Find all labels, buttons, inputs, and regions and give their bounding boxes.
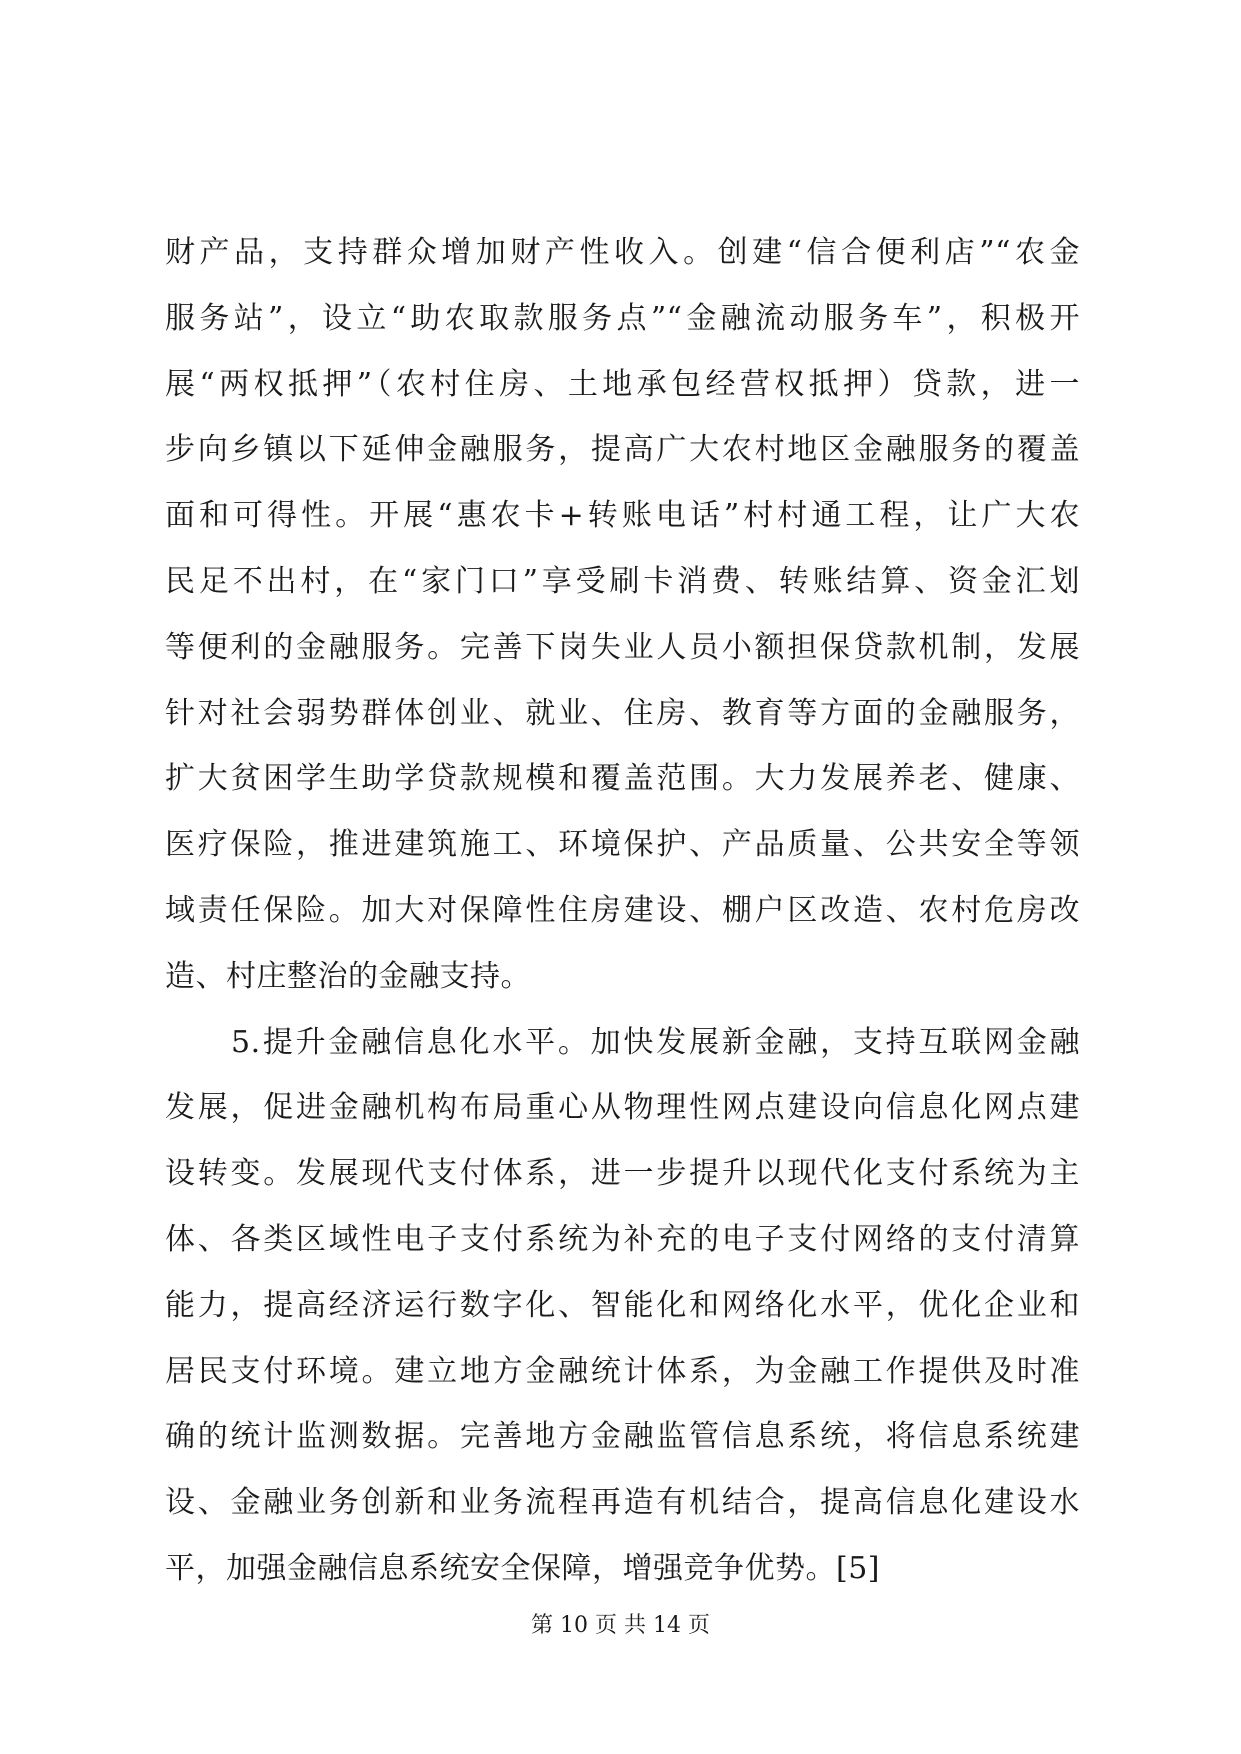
text-line xyxy=(165,300,1080,366)
text-line xyxy=(165,629,1080,695)
line-text: 扩大贫困学生助学贷款规模和覆盖范围。大力发展养老、健康、 xyxy=(165,761,1080,797)
text-line xyxy=(165,958,1080,1024)
text-line xyxy=(165,1024,1080,1090)
text-line xyxy=(165,1287,1080,1353)
body-text xyxy=(165,234,1080,1616)
line-text: 体、各类区域性电子支付系统为补充的电子支付网络的支付清算 xyxy=(165,1221,1080,1257)
line-text: 步向乡镇以下延伸金融服务，提高广大农村地区金融服务的覆盖 xyxy=(165,432,1080,468)
text-line xyxy=(165,1089,1080,1155)
text-line xyxy=(165,1484,1080,1550)
line-text: 财产品，支持群众增加财产性收入。创建“信合便利店”“农金 xyxy=(165,235,1080,270)
page-number-footer: 第 10 页 共 14 页 xyxy=(531,1613,710,1638)
text-line xyxy=(165,826,1080,892)
line-text: 平，加强金融信息系统安全保障，增强竞争优势。[5] xyxy=(165,1550,880,1586)
text-line xyxy=(165,234,1080,300)
line-text: 服务站”，设立“助农取款服务点”“金融流动服务车”，积极开 xyxy=(165,300,1080,336)
text-line xyxy=(165,1418,1080,1484)
line-text: 医疗保险，推进建筑施工、环境保护、产品质量、公共安全等领 xyxy=(165,827,1080,863)
text-line xyxy=(165,497,1080,563)
line-text: 针对社会弱势群体创业、就业、住房、教育等方面的金融服务， xyxy=(165,695,1080,731)
line-text: 民足不出村，在“家门口”享受刷卡消费、转账结算、资金汇划 xyxy=(165,563,1080,599)
text-line xyxy=(165,892,1080,958)
text-line xyxy=(165,1221,1080,1287)
line-text: 确的统计监测数据。完善地方金融监管信息系统，将信息系统建 xyxy=(165,1419,1080,1455)
line-text: 域责任保险。加大对保障性住房建设、棚户区改造、农村危房改 xyxy=(165,892,1080,928)
line-text: 造、村庄整治的金融支持。 xyxy=(165,958,531,994)
line-text: 等便利的金融服务。完善下岗失业人员小额担保贷款机制，发展 xyxy=(165,629,1080,665)
line-text: 设、金融业务创新和业务流程再造有机结合，提高信息化建设水 xyxy=(165,1485,1080,1521)
line-text: 5.提升金融信息化水平。加快发展新金融，支持互联网金融 xyxy=(231,1024,1080,1060)
line-text: 展“两权抵押”（农村住房、土地承包经营权抵押）贷款，进一 xyxy=(165,366,1080,402)
text-line xyxy=(165,1155,1080,1221)
line-text: 发展，促进金融机构布局重心从物理性网点建设向信息化网点建 xyxy=(165,1090,1080,1126)
line-text: 面和可得性。开展“惠农卡+转账电话”村村通工程，让广大农 xyxy=(165,498,1080,534)
line-text: 居民支付环境。建立地方金融统计体系，为金融工作提供及时准 xyxy=(165,1353,1080,1389)
text-line xyxy=(165,1353,1080,1419)
text-line xyxy=(165,563,1080,629)
text-line xyxy=(165,1550,1080,1616)
text-line xyxy=(165,695,1080,761)
text-line xyxy=(165,366,1080,432)
text-line xyxy=(165,431,1080,497)
text-line xyxy=(165,760,1080,826)
line-text: 能力，提高经济运行数字化、智能化和网络化水平，优化企业和 xyxy=(165,1287,1080,1323)
line-text: 设转变。发展现代支付体系，进一步提升以现代化支付系统为主 xyxy=(165,1156,1080,1192)
